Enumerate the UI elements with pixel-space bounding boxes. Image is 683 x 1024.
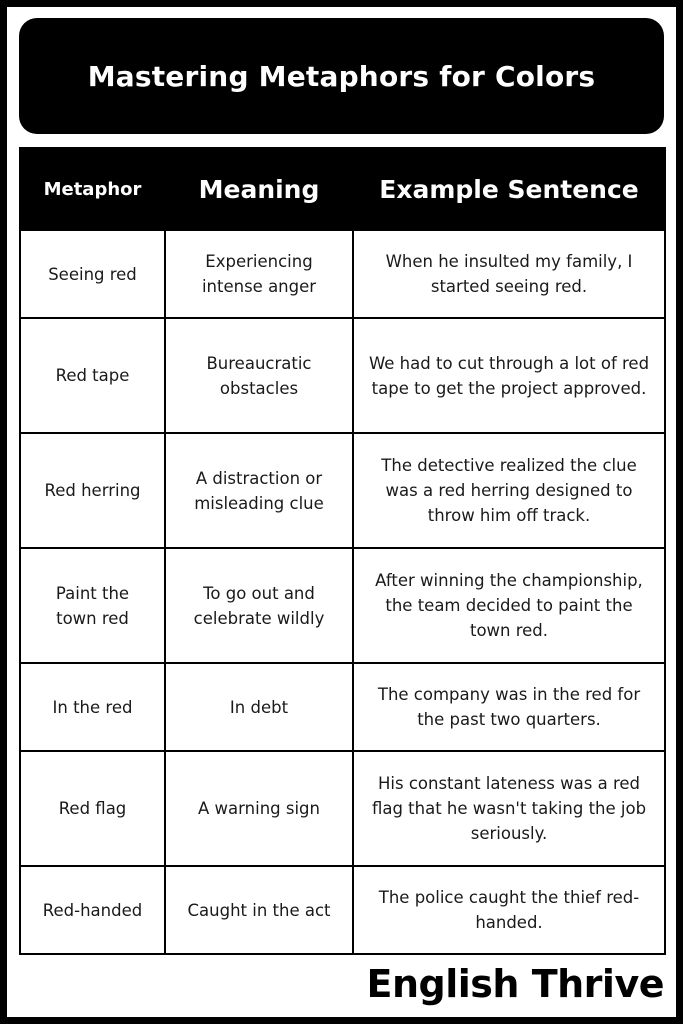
metaphor-cell: In the red [20, 663, 165, 751]
table-row [20, 230, 665, 318]
metaphor-cell: Red-handed [20, 866, 165, 954]
table-row [20, 663, 665, 751]
table-row [20, 866, 665, 954]
metaphor-cell: Seeing red [20, 230, 165, 318]
example-cell: The detective realized the clue was a red herring designed to throw him off track. [353, 433, 665, 548]
meaning-cell: Experiencing intense anger [165, 230, 353, 318]
page [7, 7, 676, 1017]
meaning-cell: Bureaucratic obstacles [165, 318, 353, 433]
meaning-cell: A distraction or misleading clue [165, 433, 353, 548]
brand-name: English Thrive [366, 962, 664, 1006]
metaphor-table [19, 147, 666, 955]
meaning-cell: In debt [165, 663, 353, 751]
metaphor-cell: Red flag [20, 751, 165, 866]
example-cell: The police caught the thief red-handed. [353, 866, 665, 954]
title-banner [19, 18, 664, 134]
column-header-metaphor: Metaphor [20, 148, 165, 230]
metaphor-cell: Red tape [20, 318, 165, 433]
metaphor-cell: Paint the town red [20, 548, 165, 663]
table-row [20, 548, 665, 663]
example-cell: We had to cut through a lot of red tape to get the project approved. [353, 318, 665, 433]
column-header-meaning: Meaning [165, 148, 353, 230]
page-title: Mastering Metaphors for Colors [87, 59, 596, 93]
meaning-cell: Caught in the act [165, 866, 353, 954]
example-cell: After winning the championship, the team decided to paint the town red. [353, 548, 665, 663]
table-row [20, 318, 665, 433]
metaphor-cell: Red herring [20, 433, 165, 548]
example-cell: The company was in the red for the past two quarters. [353, 663, 665, 751]
meaning-cell: To go out and celebrate wildly [165, 548, 353, 663]
table-header-row [20, 148, 665, 230]
table-row [20, 751, 665, 866]
meaning-cell: A warning sign [165, 751, 353, 866]
example-cell: His constant lateness was a red flag that he wasn't taking the job seriously. [353, 751, 665, 866]
column-header-example: Example Sentence [353, 148, 665, 230]
example-cell: When he insulted my family, I started seeing red. [353, 230, 665, 318]
table-row [20, 433, 665, 548]
